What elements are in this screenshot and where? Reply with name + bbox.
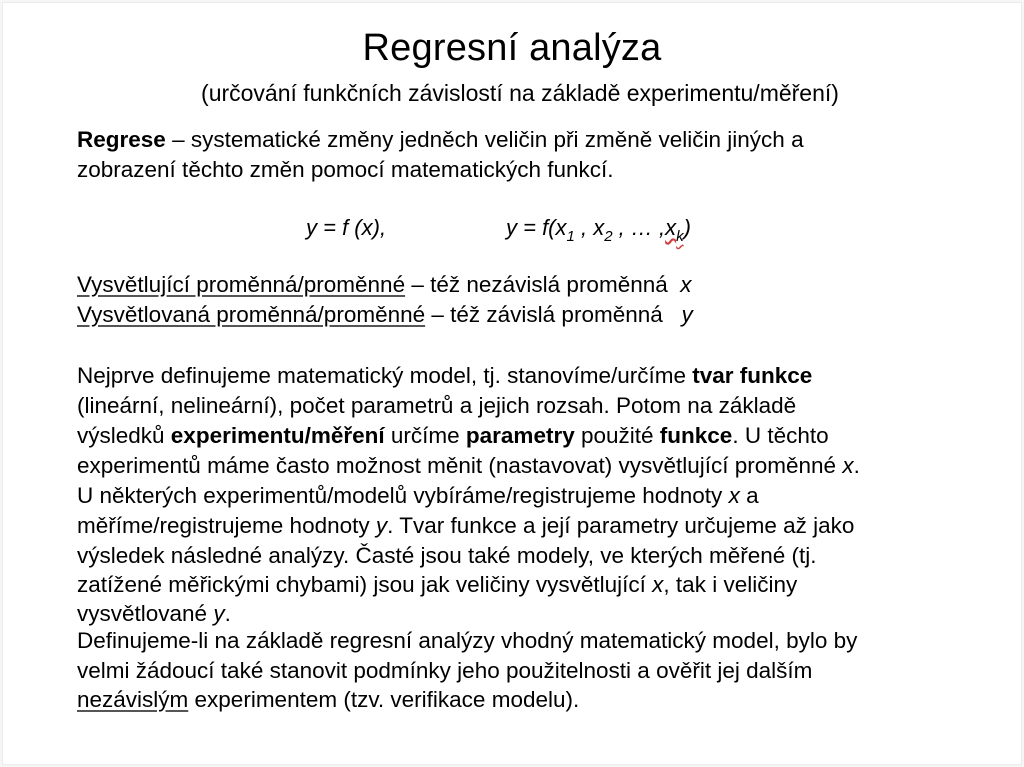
italic-symbol: y xyxy=(213,601,225,626)
underlined-text: nezávislým xyxy=(77,687,189,712)
formula-multi xyxy=(506,213,691,252)
slide-subtitle: (určování funkčních závislostí na základě experimentu/měření) xyxy=(201,80,839,106)
variable-symbol: x xyxy=(680,272,692,297)
definition-text: – systematické změny jedněch veličin při změně veličin jiných a xyxy=(165,127,804,152)
text: experimentem (tzv. verifikace modelu). xyxy=(188,687,580,712)
subscript: 1 xyxy=(566,228,575,245)
paragraph-line xyxy=(77,511,854,541)
variable-explanatory xyxy=(77,270,692,300)
text: měříme/registrujeme hodnoty xyxy=(77,513,376,538)
text: . U těchto xyxy=(732,423,829,448)
italic-symbol: x xyxy=(652,572,664,597)
paragraph-line xyxy=(77,481,759,511)
italic-symbol: y xyxy=(375,513,388,538)
variable-symbol: y xyxy=(681,302,693,327)
formula-single: y = f (x), xyxy=(306,215,387,240)
subscript: 2 xyxy=(604,228,613,245)
text: zatížené měřickými chybami) jsou jak veličiny vysvětlující xyxy=(77,572,653,597)
bold-text: parametry xyxy=(465,423,575,448)
italic-symbol: x xyxy=(728,483,740,508)
paragraph-line xyxy=(77,451,860,481)
paragraph-line xyxy=(77,570,797,600)
term-regrese: Regrese xyxy=(77,127,166,152)
text: výsledků xyxy=(77,423,171,448)
text: Nejprve definujeme matematický model, tj. stanovíme/určíme xyxy=(77,363,693,388)
subscript: k xyxy=(676,228,684,245)
paragraph-line: Definujeme-li na základě regresní analýzy vhodný matematický model, bylo by xyxy=(77,628,858,653)
bold-text: experimentu/měření xyxy=(170,423,385,448)
paragraph-line: (lineární, nelineární), počet parametrů a jejich rozsah. Potom na základě xyxy=(77,393,797,418)
definition-line-1 xyxy=(77,125,804,155)
paragraph-line xyxy=(77,685,579,715)
text: . Tvar funkce a její parametry určujeme až jako xyxy=(387,513,855,538)
paragraph-line xyxy=(77,361,812,391)
text: . xyxy=(853,453,860,478)
text: a xyxy=(739,483,759,508)
paragraph-line: výsledek následné analýzy. Časté jsou také modely, ve kterých měřené (tj. xyxy=(77,543,817,568)
paragraph-line: velmi žádoucí také stanovit podmínky jeho použitelnosti a ověřit jej dalším xyxy=(77,658,813,683)
text: použité xyxy=(574,423,660,448)
bold-text: tvar funkce xyxy=(692,363,813,388)
paragraph-line xyxy=(77,421,829,451)
formula-part: , … , xyxy=(612,215,666,240)
variable-term: Vysvětlovaná proměnná/proměnné xyxy=(77,302,426,327)
text: experimentů máme často možnost měnit (nastavovat) vysvětlující proměnné xyxy=(77,453,843,478)
text: U některých experimentů/modelů vybíráme/registrujeme hodnoty xyxy=(77,483,729,508)
formula-part: x xyxy=(665,215,677,240)
formula-part: , x xyxy=(574,215,605,240)
slide-title: Regresní analýza xyxy=(362,27,662,69)
text: vysvětlované xyxy=(77,601,214,626)
text: určíme xyxy=(384,423,466,448)
italic-symbol: x xyxy=(842,453,854,478)
formula-part: ) xyxy=(683,215,691,240)
variable-desc: – též závislá proměnná xyxy=(425,302,682,327)
bold-text: funkce xyxy=(659,423,733,448)
variable-explained xyxy=(77,300,693,330)
text: . xyxy=(224,601,231,626)
variable-term: Vysvětlující proměnná/proměnné xyxy=(77,272,406,297)
definition-line-2: zobrazení těchto změn pomocí matematických funkcí. xyxy=(77,157,614,182)
formula-part: y = f(x xyxy=(506,215,567,240)
variable-desc: – též nezávislá proměnná xyxy=(405,272,681,297)
paragraph-line xyxy=(77,599,231,629)
text: , tak i veličiny xyxy=(663,572,798,597)
